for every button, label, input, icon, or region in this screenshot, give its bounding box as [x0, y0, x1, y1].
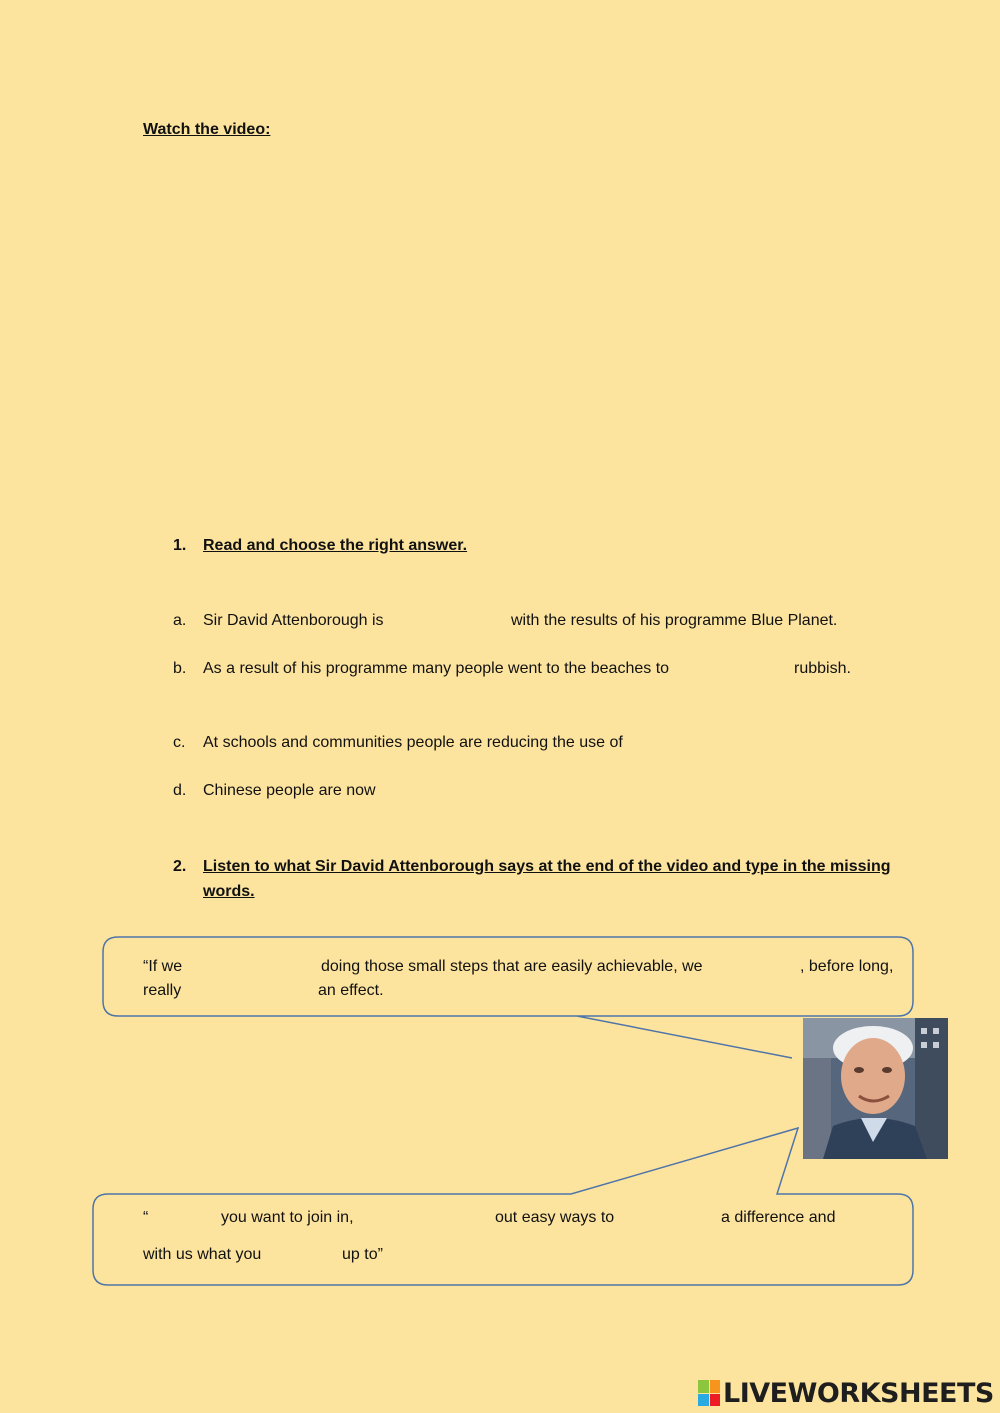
bubble1-text-5: an effect. [318, 982, 384, 999]
bubble2-text-4: a difference and [721, 1209, 836, 1226]
bubble1-text-2: doing those small steps that are easily achievable, we [321, 958, 703, 975]
item-a-letter: a. [173, 612, 187, 629]
bubble2-blank-2[interactable] [372, 1208, 494, 1230]
section2-title-line1: Listen to what Sir David Attenborough says at the end of the video and type in the missing [203, 858, 891, 875]
item-b-text-before: As a result of his programme many people went to the beaches to [203, 660, 670, 677]
watch-heading: Watch the video: [143, 121, 271, 138]
item-a-text-before: Sir David Attenborough is [203, 612, 384, 629]
item-a-text-after: with the results of his programme Blue Planet. [511, 612, 838, 629]
liveworksheets-logo-icon [698, 1380, 720, 1406]
bubble1-blank-3[interactable] [190, 981, 316, 1003]
item-c-text-before: At schools and communities people are reducing the use of [203, 734, 623, 751]
bubble1-blank-2[interactable] [727, 957, 801, 979]
item-b-text-after: rubbish. [794, 660, 851, 677]
bubble1-blank-1[interactable] [192, 957, 318, 979]
liveworksheets-logo [698, 1376, 994, 1410]
item-d-letter: d. [173, 782, 187, 799]
item-c-letter: c. [173, 734, 186, 751]
bubble2-text-5: with us what you [143, 1246, 262, 1263]
bubble2-blank-3[interactable] [626, 1208, 720, 1230]
liveworksheets-logo-text: LIVEWORKSHEETS [723, 1377, 994, 1409]
bubble2-text-2: you want to join in, [221, 1209, 354, 1226]
section2-title-line2: words. [203, 883, 255, 900]
section2-number: 2. [173, 858, 187, 875]
bubble1-text-4: really [143, 982, 182, 999]
item-d-text-before: Chinese people are now [203, 782, 376, 799]
bubble1-text-1: “If we [143, 958, 183, 975]
bubble2-text-3: out easy ways to [495, 1209, 615, 1226]
item-b-letter: b. [173, 660, 187, 677]
bubble2-text-1: “ [143, 1209, 149, 1226]
section1-title: Read and choose the right answer. [203, 537, 468, 554]
bubble2-text-6: up to” [342, 1246, 383, 1263]
attenborough-portrait [803, 1018, 948, 1159]
bubble2-blank-1[interactable] [152, 1208, 220, 1230]
section1-number: 1. [173, 537, 187, 554]
bubble2-blank-4[interactable] [276, 1245, 342, 1267]
bubble1-text-3: , before long, [800, 958, 894, 975]
